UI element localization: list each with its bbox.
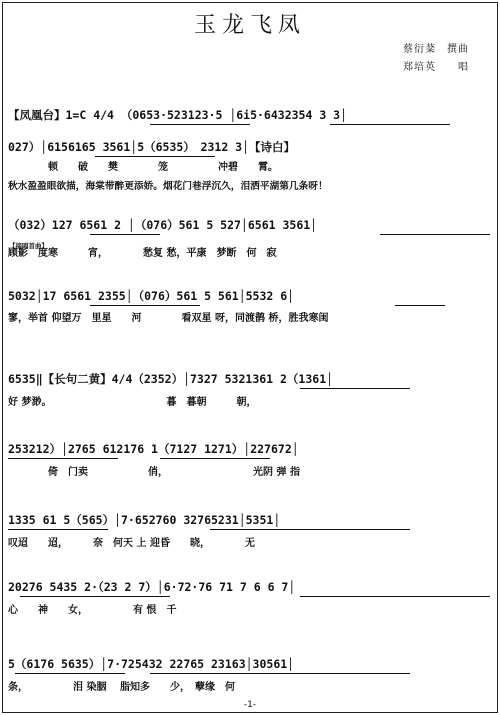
beam-line — [300, 596, 490, 597]
beam-line — [95, 156, 215, 157]
beam-line — [90, 305, 200, 306]
beam-line — [8, 529, 108, 530]
beam-line — [150, 124, 250, 125]
notation-line-3: （032）127 6561 2 │（076）561 5 527│6561 3561│ — [8, 218, 318, 232]
beam-line — [380, 234, 490, 235]
beam-line — [300, 388, 410, 389]
lyric-line-7: 心 神 女， 有 恨 千 — [8, 605, 177, 616]
lyric-line-2: 顾影 度寒 宵， 愁复 愁，平康 梦断 何 寂 — [8, 248, 277, 259]
beam-line — [20, 596, 170, 597]
notation-line-7: 1335 61 5（565）│7·652760 32765231│5351│ — [8, 513, 281, 527]
notation-line-4: 5032│17 6561 2355│（076）561 5 561│5532 6│ — [8, 289, 295, 303]
notation-line-2: 027）│6156165 3561│5（6535） 2312 3│【诗白】 — [8, 140, 296, 154]
lyric-line-8: 条， 泪 染胭 脂知多 少， 孽缘 何 — [8, 682, 235, 693]
page-number: -1- — [243, 700, 257, 710]
section-tag: 【接唱首曲】 — [9, 242, 48, 250]
lyric-line-5: 倚 门卖 俏， 光阴 弹 指 — [8, 467, 300, 478]
beam-line — [15, 673, 125, 674]
composer-credit: 蔡衍棻 撰曲 — [403, 44, 469, 55]
beam-line — [210, 529, 410, 530]
beam-line — [160, 458, 270, 459]
lyric-line-3: 寥，举首 仰望万 里星 河 看双星 呀，同渡鹊 桥，胜我寒闺 — [8, 313, 329, 324]
beam-line — [8, 458, 118, 459]
beam-line — [395, 305, 445, 306]
notation-line-6: 253212）│2765 612176 1（7127 1271）│227672│ — [8, 442, 299, 456]
notation-line-1: 【凤凰台】1=C 4/4 （0653·523123·5 │6i5·6432354 3 3│ — [8, 108, 348, 122]
lyric-line-1: 顿 破 樊 笼 冲碧 霄。 — [8, 162, 278, 173]
score-title: 玉龙飞凤 — [193, 13, 306, 38]
beam-line — [330, 124, 450, 125]
notation-line-9: 5（6176 5635）│7·725432 22765 23163│30561│ — [8, 657, 295, 671]
beam-line — [90, 234, 160, 235]
singer-credit: 郑培英 唱 — [403, 62, 469, 73]
poem-line: 秋水盈盈眼欲描，海棠带醉更添娇。烟花门巷浮沉久，泪洒平湖第几条呀！ — [8, 181, 328, 192]
lyric-line-6: 叹迢 迢， 奈 何天 上 迎昏 晓， 无 — [8, 538, 255, 549]
notation-line-8: 20276 5435 2·（23 2 7）│6·72·76 71 7 6 6 7│ — [8, 580, 296, 594]
beam-line — [150, 673, 410, 674]
notation-line-5: 6535‖【长句二黄】4/4（2352）│7327 5321361 2（1361│ — [8, 372, 334, 386]
lyric-line-4: 好 梦渺。 暮 暮朝 朝， — [8, 397, 257, 408]
